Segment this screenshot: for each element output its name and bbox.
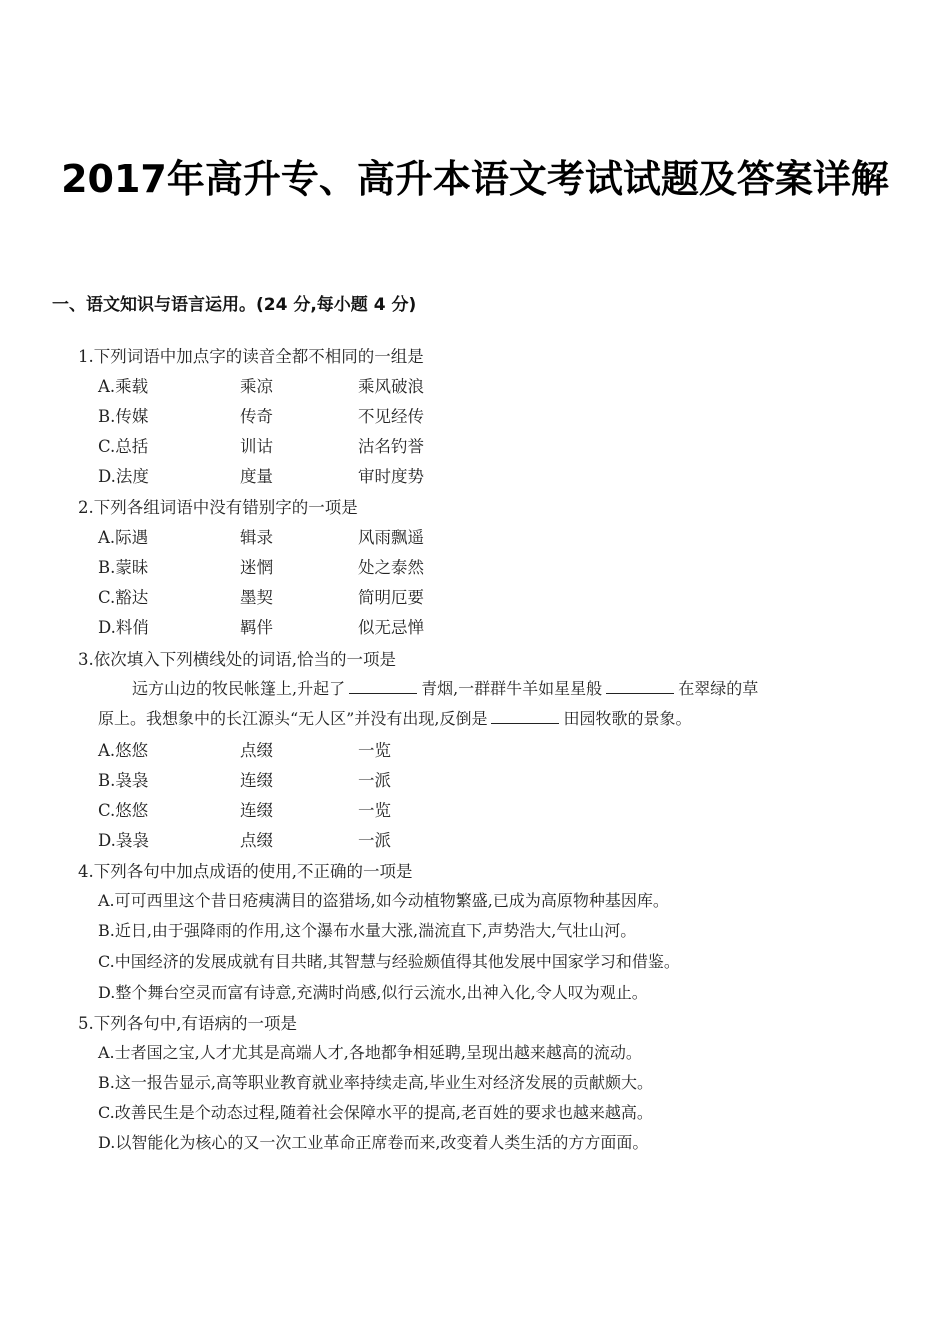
- question-5-option-c: C.改善民生是个动态过程,随着社会保障水平的提高,老百姓的要求也越来越高。: [98, 1103, 653, 1122]
- question-4-option-d: D.整个舞台空灵而富有诗意,充满时尚感,似行云流水,出神入化,令人叹为观止。: [98, 983, 648, 1002]
- question-4-option-a: A.可可西里这个昔日疮痍满目的盗猎场,如今动植物繁盛,已成为高原物种基因库。: [98, 891, 669, 910]
- fill-blank-2: [606, 692, 674, 694]
- question-5-stem: 5.下列各句中,有语病的一项是: [78, 1014, 297, 1033]
- question-3-passage-line-1: 远方山边的牧民帐篷上,升起了 青烟,一群群牛羊如星星般 在翠绿的草: [132, 679, 759, 698]
- section-heading: 一、语文知识与语言运用。(24 分,每小题 4 分): [52, 295, 417, 315]
- question-4-option-c: C.中国经济的发展成就有目共睹,其智慧与经验颇值得其他发展中国家学习和借鉴。: [98, 952, 680, 971]
- question-4-option-b: B.近日,由于强降雨的作用,这个瀑布水量大涨,湍流直下,声势浩大,气壮山河。: [98, 921, 637, 940]
- question-5-option-d: D.以智能化为核心的又一次工业革命正席卷而来,改变着人类生活的方方面面。: [98, 1133, 649, 1152]
- question-2-stem: 2.下列各组词语中没有错别字的一项是: [78, 498, 358, 517]
- question-1-option-d: D.法度 度量 审时度势: [98, 467, 424, 486]
- question-2-option-d: D.料俏 羁伴 似无忌惮: [98, 618, 424, 637]
- question-1-option-a: A.乘载 乘凉 乘风破浪: [98, 377, 424, 396]
- question-2-option-a: A.际遇 辑录 风雨飘遥: [98, 528, 424, 547]
- question-2-option-b: B.蒙昧 迷惘 处之泰然: [98, 558, 424, 577]
- question-3-option-a: A.悠悠 点缀 一览: [98, 741, 391, 760]
- question-5-option-b: B.这一报告显示,高等职业教育就业率持续走高,毕业生对经济发展的贡献颇大。: [98, 1073, 654, 1092]
- question-1-option-c: C.总括 训诂 沽名钓誉: [98, 437, 424, 456]
- question-2-option-c: C.豁达 墨契 简明厄要: [98, 588, 424, 607]
- fill-blank-3: [491, 722, 559, 724]
- fill-blank-1: [349, 692, 417, 694]
- question-1-stem: 1.下列词语中加点字的读音全都不相同的一组是: [78, 347, 424, 366]
- page-title: 2017年高升专、高升本语文考试试题及答案详解: [61, 157, 889, 201]
- question-3-passage-line-2: 原上。我想象中的长江源头“无人区”并没有出现,反倒是 田园牧歌的景象。: [98, 709, 692, 728]
- question-3-option-c: C.悠悠 连缀 一览: [98, 801, 391, 820]
- question-3-stem: 3.依次填入下列横线处的词语,恰当的一项是: [78, 650, 396, 669]
- question-1-option-b: B.传媒 传奇 不见经传: [98, 407, 424, 426]
- question-3-option-b: B.袅袅 连缀 一派: [98, 771, 391, 790]
- question-5-option-a: A.士者国之宝,人才尤其是高端人才,各地都争相延聘,呈现出越来越高的流动。: [98, 1043, 642, 1062]
- question-3-option-d: D.袅袅 点缀 一派: [98, 831, 391, 850]
- question-4-stem: 4.下列各句中加点成语的使用,不正确的一项是: [78, 862, 413, 881]
